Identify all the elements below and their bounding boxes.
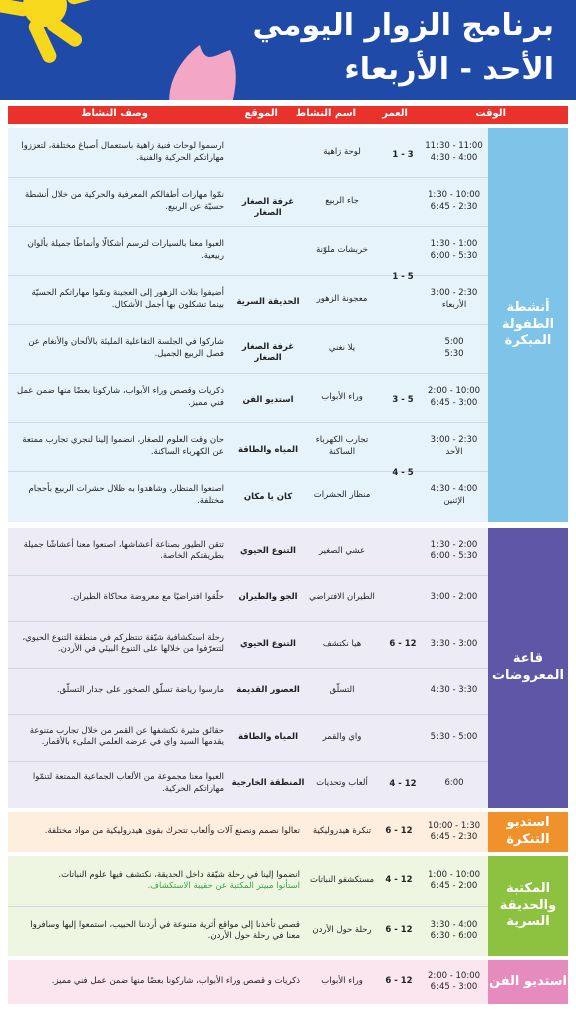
description-text: انضموا إلينا في رحلة شيّقة داخل الحديقة، نكتشف فيها علوم النباتات. (58, 869, 300, 880)
time-cell: 3:00 - 2:00 (430, 592, 478, 603)
activity-cell: ألعاب وتحديات (316, 778, 368, 789)
section-label-innovation-studio: استديو التنكرة (488, 812, 568, 852)
activity-cell: تنكرة هيدروليكية (312, 826, 372, 837)
column-age: العمر (382, 108, 408, 119)
description-cell: العبوا معنا بالسيارات لترسم أشكالًا وأنماطًا جميلة بألوان ربيعية. (27, 239, 224, 261)
activity-cell: وراء الأبواب (321, 976, 363, 987)
description-cell: العبوا معنا مجموعة من الألعاب الجماعية الممتعة لتنمّوا مهاراتكم الحركية. (32, 772, 224, 794)
time-cell: 11:30 - 11:00 4:30 - 4:00 (425, 141, 483, 163)
location-cell: المنطقة الخارجية (231, 778, 305, 789)
section-library-garden (8, 856, 568, 956)
location-cell: كان يا مكان (243, 492, 293, 503)
decorative-star-icon (0, 0, 130, 80)
section-exhibits-hall (8, 528, 568, 808)
time-cell: 2:00 - 10:00 6:45 - 3:00 (427, 386, 481, 408)
age-cell: 12 - 6 (385, 925, 413, 936)
description-cell: حلّقوا افتراضيًا مع معروضة محاكاة الطيران. (70, 592, 224, 603)
activity-cell: يلا نغني (328, 342, 356, 353)
activity-cell: لوحة زاهية (323, 146, 361, 157)
activity-cell: هيا نكتشف (322, 638, 362, 649)
location-cell: التنوع الحيوي (240, 638, 296, 649)
description-cell: تعالوا نصمم ونصنع آلات وألعاب تتحرك بقوى هيدروليكية من مواد مختلفة. (44, 826, 300, 837)
time-cell: 3:00 - 2:30 الأربعاء (430, 288, 478, 310)
age-cell: 12 - 6 (389, 639, 417, 650)
time-cell: 1:30 - 10:00 6:45 - 2:30 (427, 190, 481, 212)
section-label-library-garden: المكتبة والحديقة السرية (488, 856, 568, 956)
activity-cell: مستكشفو النباتات (310, 875, 374, 886)
time-cell: 3:30 - 4:00 6:30 - 6:00 (430, 919, 478, 941)
time-cell: 1:30 - 2:00 6:00 - 5:30 (430, 539, 478, 562)
page-title: برنامج الزوار اليومي (252, 8, 554, 43)
age-cell: 3 - 1 (392, 150, 414, 161)
time-cell: 4:30 - 4:00 الإثنين (430, 484, 478, 506)
location-cell: التنوع الحيوي (240, 545, 296, 556)
description-cell: حان وقت العلوم للصغار، انضموا إلينا لنجري تجارب ممتعة عن الكهرباء الساكنة. (22, 435, 224, 457)
activity-cell: التسلّق (329, 685, 355, 696)
activity-cell: جاء الربيع (325, 195, 359, 206)
description-cell: قصص تأخذنا إلى مواقع أثرية متنوعة في أردننا الحبيب، استمعوا إليها وسافروا معنا في رحلة حول الأردن. (30, 919, 300, 941)
description-cell: اصنعوا المنظار، وشاهدوا به ظلال حشرات الربيع بأحجام مختلفة. (28, 484, 224, 506)
page-subtitle: الأحد - الأربعاء (344, 52, 554, 87)
section-label-early-childhood: أنشطة الطفولة المبكرة (488, 128, 568, 522)
location-cell: الحديقة السرية (236, 297, 300, 308)
time-cell: 4:30 - 3:30 (430, 685, 478, 696)
activity-cell: الطيران الافتراضي (309, 592, 375, 603)
description-cell: تتقن الطيور بصناعة أعشاشها، اصنعوا معنا أعشاشًا جميلة بطريقتكم الخاصة. (23, 539, 224, 562)
section-label-art-studio: استديو الفن (488, 960, 568, 1004)
location-cell: المياه والطاقة (237, 731, 299, 742)
location-cell: المياه والطاقة (237, 445, 299, 456)
activity-cell: عشي الصغير (318, 545, 366, 556)
description-cell: رحلة استكشافية شيّقة تنتظركم في منطقة التنوع الحيوي، لتتعرّفوا من خلالها على التنوع البيئي في الأردن. (22, 632, 224, 655)
activity-cell: تجارب الكهرباء الساكنة (315, 435, 369, 457)
description-cell: مارسوا رياضة تسلّق الصخور على جدار التسلّق. (56, 685, 224, 696)
age-cell: 12 - 6 (385, 976, 413, 987)
section-label-exhibits-hall: قاعة المعروضات (488, 528, 568, 808)
column-activity: اسم النشاط (295, 108, 356, 119)
location-cell: استديو الفن (242, 395, 294, 406)
description-cell: أضيفوا بتلات الزهور إلى العجينة ونمّوا مهاراتكم الحسيّة بينما تشكلون بها أجمل الأشكال. (31, 288, 224, 310)
activity-cell: منظار الحشرات (313, 489, 371, 500)
description-cell: ذكريات وقصص وراء الأبواب، شاركونا بعضًا منها ضمن عمل فني مميز. (17, 386, 224, 408)
activity-cell: خربشات ملوّنة (316, 244, 368, 255)
description-cell: حقائق مثيرة نكتشفها عن القمر من خلال تجارب متنوعة يقدمها السيد واي في عرضه العلمي الملىء بالأقمار. (29, 725, 224, 748)
description-cell: ذكريات و قصص وراء الأبواب، شاركونا بعضًا منها ضمن عمل فني مميز. (51, 976, 300, 987)
decorative-leaf-icon (160, 40, 250, 100)
section-early-childhood (8, 128, 568, 522)
column-location: الموقع (244, 108, 278, 119)
description-note: استأنوا مبيتر المكتبة عن حقيبة الاستكشاف. (147, 881, 300, 891)
location-cell: غرفة الصغار الصغار (241, 341, 295, 363)
age-cell: 5 - 4 (392, 468, 414, 479)
activity-cell: معجونة الزهور (316, 293, 368, 304)
column-headers (8, 106, 568, 124)
age-cell: 5 - 3 (392, 395, 414, 406)
activity-cell: رحلة حول الأردن (312, 925, 372, 936)
column-description: وصف النشاط (81, 108, 148, 119)
location-cell: غرفة الصغار الصغار (241, 196, 295, 218)
description-cell: ارسموا لوحات فنية زاهية باستعمال أصباغ مختلفة، لتعززوا مهاراتكم الحركية والفنية. (21, 141, 224, 163)
time-cell: 1:00 - 10:00 6:45 - 2:00 (427, 869, 481, 891)
age-cell: 12 - 4 (389, 779, 417, 790)
description-cell: نمّوا مهارات أطفالكم المعرفية والحركية من خلال أنشطة حسيّة عن الربيع. (24, 190, 224, 212)
page-header (0, 0, 576, 100)
time-cell: 10:00 - 1:30 6:45 - 2:30 (427, 820, 481, 842)
description-cell: شاركوا في الجلسة التفاعلية المليئة بالألحان والأنغام عن فصل الربيع الجميل. (28, 337, 224, 359)
activity-cell: وراء الأبواب (321, 391, 363, 402)
age-cell: 5 - 1 (392, 272, 414, 283)
time-cell: 5:30 - 5:00 (430, 731, 478, 742)
activity-cell: واي والقمر (322, 731, 362, 742)
location-cell: الجو والطيران (238, 592, 298, 603)
time-cell: 2:00 - 10:00 6:45 - 3:00 (427, 970, 481, 992)
time-cell: 3:00 - 2:30 الأحد (430, 435, 478, 457)
location-cell: العصور القديمة (236, 685, 300, 696)
age-cell: 12 - 4 (385, 875, 413, 886)
time-cell: 6:00 (444, 778, 464, 789)
time-cell: 5:00 5:30 (444, 337, 464, 359)
section-art-studio (8, 960, 568, 1004)
time-cell: 1:30 - 1:00 6:00 - 5:30 (430, 239, 478, 261)
column-time: الوقت (475, 108, 506, 119)
description-cell (8, 856, 306, 906)
age-cell: 12 - 6 (385, 826, 413, 837)
section-innovation-studio (8, 812, 568, 852)
time-cell: 3:30 - 3:00 (430, 638, 478, 649)
